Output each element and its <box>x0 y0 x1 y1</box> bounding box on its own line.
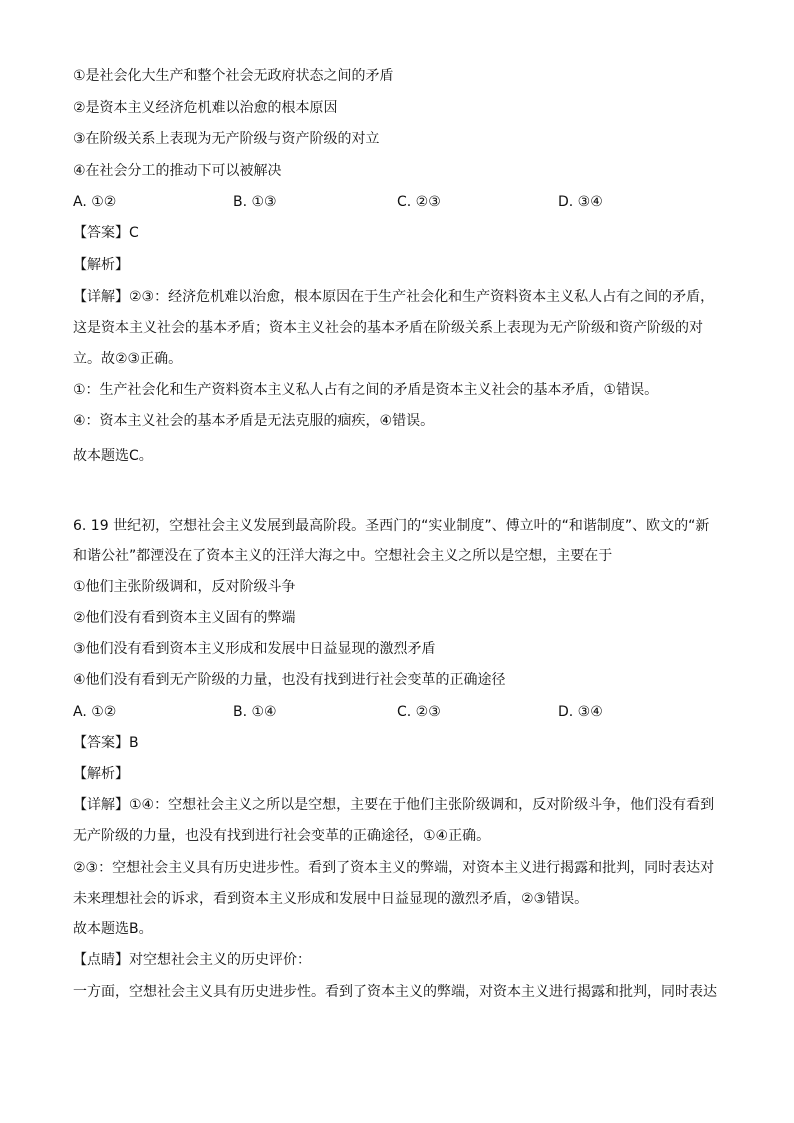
q6-item-3: ③他们没有看到资本主义形成和发展中日益显现的激烈矛盾 <box>73 641 436 657</box>
q5-item-4: ④在社会分工的推动下可以被解决 <box>73 163 282 179</box>
q6-option-a: A. ①② <box>73 704 117 720</box>
q5-option-c: C. ②③ <box>397 194 441 210</box>
q6-option-c: C. ②③ <box>397 704 441 720</box>
q5-item-3: ③在阶级关系上表现为无产阶级与资产阶级的对立 <box>73 131 380 147</box>
q6-option-b: B. ①④ <box>233 704 277 720</box>
q5-detail-line-2: 这是资本主义社会的基本矛盾；资本主义社会的基本矛盾在阶级关系上表现为无产阶级和资产阶级的对 <box>73 320 703 336</box>
q5-detail-line-3: 立。故②③正确。 <box>73 351 183 367</box>
q5-answer: 【答案】C <box>73 225 139 241</box>
q5-option-d: D. ③④ <box>558 194 603 210</box>
q6-tip-line-1: 一方面，空想社会主义具有历史进步性。看到了资本主义的弊端，对资本主义进行揭露和批判，同时表达 <box>73 984 717 1000</box>
q6-analysis-label: 【解析】 <box>73 766 129 782</box>
q6-option-d: D. ③④ <box>558 704 603 720</box>
q5-option-a: A. ①② <box>73 194 117 210</box>
q6-detail-line-3: ②③：空想社会主义具有历史进步性。看到了资本主义的弊端，对资本主义进行揭露和批判，同时表达对 <box>73 860 715 876</box>
q5-analysis-label: 【解析】 <box>73 257 129 273</box>
q6-tip-label: 【点睛】对空想社会主义的历史评价： <box>73 952 311 968</box>
q6-item-4: ④他们没有看到无产阶级的力量，也没有找到进行社会变革的正确途径 <box>73 672 506 688</box>
q5-option-b: B. ①③ <box>233 194 277 210</box>
q6-item-2: ②他们没有看到资本主义固有的弊端 <box>73 610 296 626</box>
q5-item-2: ②是资本主义经济危机难以治愈的根本原因 <box>73 100 338 116</box>
q6-conclusion: 故本题选B。 <box>73 921 153 937</box>
q5-detail-line-1: 【详解】②③：经济危机难以治愈，根本原因在于生产社会化和生产资料资本主义私人占有之间的矛盾， <box>73 289 715 305</box>
q6-stem-line-2: 和谐公社”都湮没在了资本主义的汪洋大海之中。空想社会主义之所以是空想，主要在于 <box>73 548 613 564</box>
q6-answer: 【答案】B <box>73 735 139 751</box>
q5-conclusion: 故本题选C。 <box>73 448 153 464</box>
q6-item-1: ①他们主张阶级调和，反对阶级斗争 <box>73 579 296 595</box>
q6-detail-line-4: 未来理想社会的诉求，看到资本主义形成和发展中日益显现的激烈矛盾，②③错误。 <box>73 891 589 907</box>
q6-detail-line-2: 无产阶级的力量，也没有找到进行社会变革的正确途径，①④正确。 <box>73 828 491 844</box>
q5-detail-line-4: ①：生产社会化和生产资料资本主义私人占有之间的矛盾是资本主义社会的基本矛盾，①错误。 <box>73 382 659 398</box>
q5-detail-line-5: ④：资本主义社会的基本矛盾是无法克服的痼疾，④错误。 <box>73 413 435 429</box>
q6-detail-line-1: 【详解】①④：空想社会主义之所以是空想，主要在于他们主张阶级调和，反对阶级斗争，他们没有看到 <box>73 797 715 813</box>
q6-stem-line-1: 6. 19 世纪初，空想社会主义发展到最高阶段。圣西门的“实业制度”、傅立叶的“和谐制度”、欧文的“新 <box>73 518 710 534</box>
q5-item-1: ①是社会化大生产和整个社会无政府状态之间的矛盾 <box>73 68 394 84</box>
